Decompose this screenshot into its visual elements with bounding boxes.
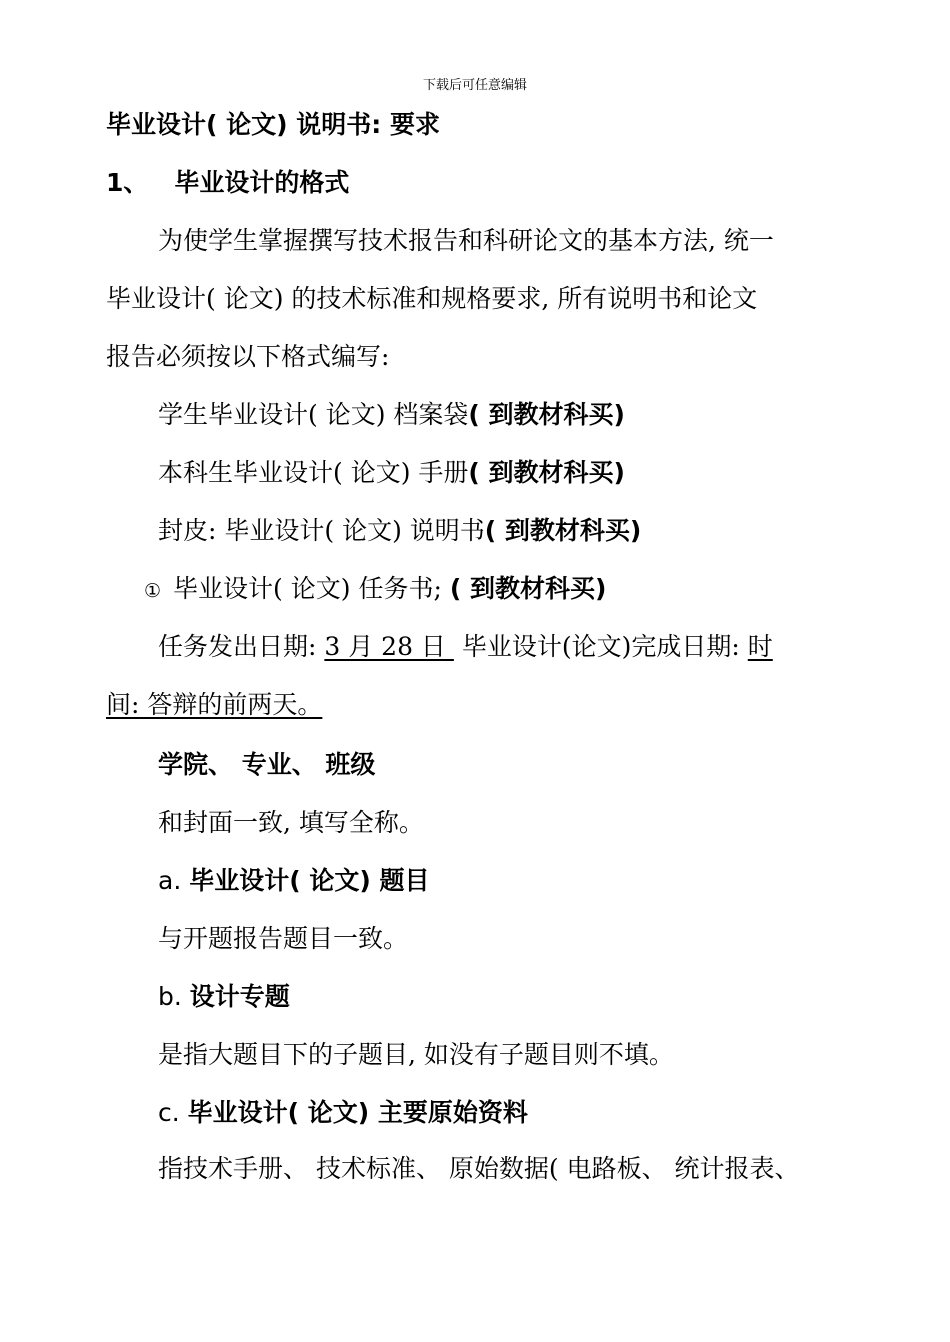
item-archive-note: ( 到教材科买) (468, 400, 625, 429)
item-c-marker: c. (158, 1098, 188, 1127)
section-1-number: 1、 (106, 168, 149, 197)
item-cover (158, 516, 641, 546)
complete-date-value-part1: 时 (747, 632, 773, 661)
document-title: 毕业设计( 论文) 说明书: 要求 (106, 110, 440, 139)
item-b-body: 是指大题目下的子题目, 如没有子题目则不填。 (158, 1040, 674, 1069)
item-a-body: 与开题报告题目一致。 (158, 924, 409, 953)
item-archive-label: 学生毕业设计( 论文) 档案袋 (158, 400, 469, 429)
item-task-marker: ① (144, 580, 162, 602)
section-1-title: 毕业设计的格式 (174, 168, 350, 197)
item-task-note: ( 到教材科买) (449, 574, 607, 603)
dates-line-1 (158, 632, 773, 662)
page-header: 下载后可任意编辑 (422, 78, 527, 93)
issue-date-value: 3 月 28 日 (324, 632, 454, 661)
item-cover-note: ( 到教材科买) (484, 516, 642, 545)
college-heading: 学院、 专业、 班级 (158, 750, 376, 779)
item-c-body: 指技术手册、 技术标准、 原始数据( 电路板、 统计报表、 (158, 1154, 800, 1183)
item-b-marker: b. (158, 982, 190, 1011)
intro-line-2: 毕业设计( 论文) 的技术标准和规格要求, 所有说明书和论文 (106, 284, 758, 313)
section-1-heading (106, 168, 349, 198)
complete-date-value-part2: 间: 答辩的前两天。 (106, 690, 323, 719)
item-a-title: 毕业设计( 论文) 题目 (189, 866, 430, 895)
item-b-title: 设计专题 (189, 982, 290, 1011)
complete-date-label: 毕业设计(论文)完成日期: (461, 632, 748, 661)
item-archive (158, 400, 625, 430)
item-manual (158, 458, 625, 488)
item-c-title: 毕业设计( 论文) 主要原始资料 (187, 1098, 528, 1127)
item-task (144, 574, 606, 606)
intro-line-3: 报告必须按以下格式编写: (106, 342, 390, 371)
item-b-heading (158, 982, 290, 1012)
issue-date-label: 任务发出日期: (158, 632, 325, 661)
item-a-marker: a. (158, 866, 190, 895)
item-manual-note: ( 到教材科买) (468, 458, 625, 487)
item-manual-label: 本科生毕业设计( 论文) 手册 (158, 458, 469, 487)
item-c-heading (158, 1098, 528, 1128)
item-cover-label: 封皮: 毕业设计( 论文) 说明书 (158, 516, 485, 545)
intro-line-1: 为使学生掌握撰写技术报告和科研论文的基本方法, 统一 (158, 226, 774, 255)
college-body: 和封面一致, 填写全称。 (158, 808, 424, 837)
item-task-label: 毕业设计( 论文) 任务书; (173, 574, 450, 603)
item-a-heading (158, 866, 429, 896)
